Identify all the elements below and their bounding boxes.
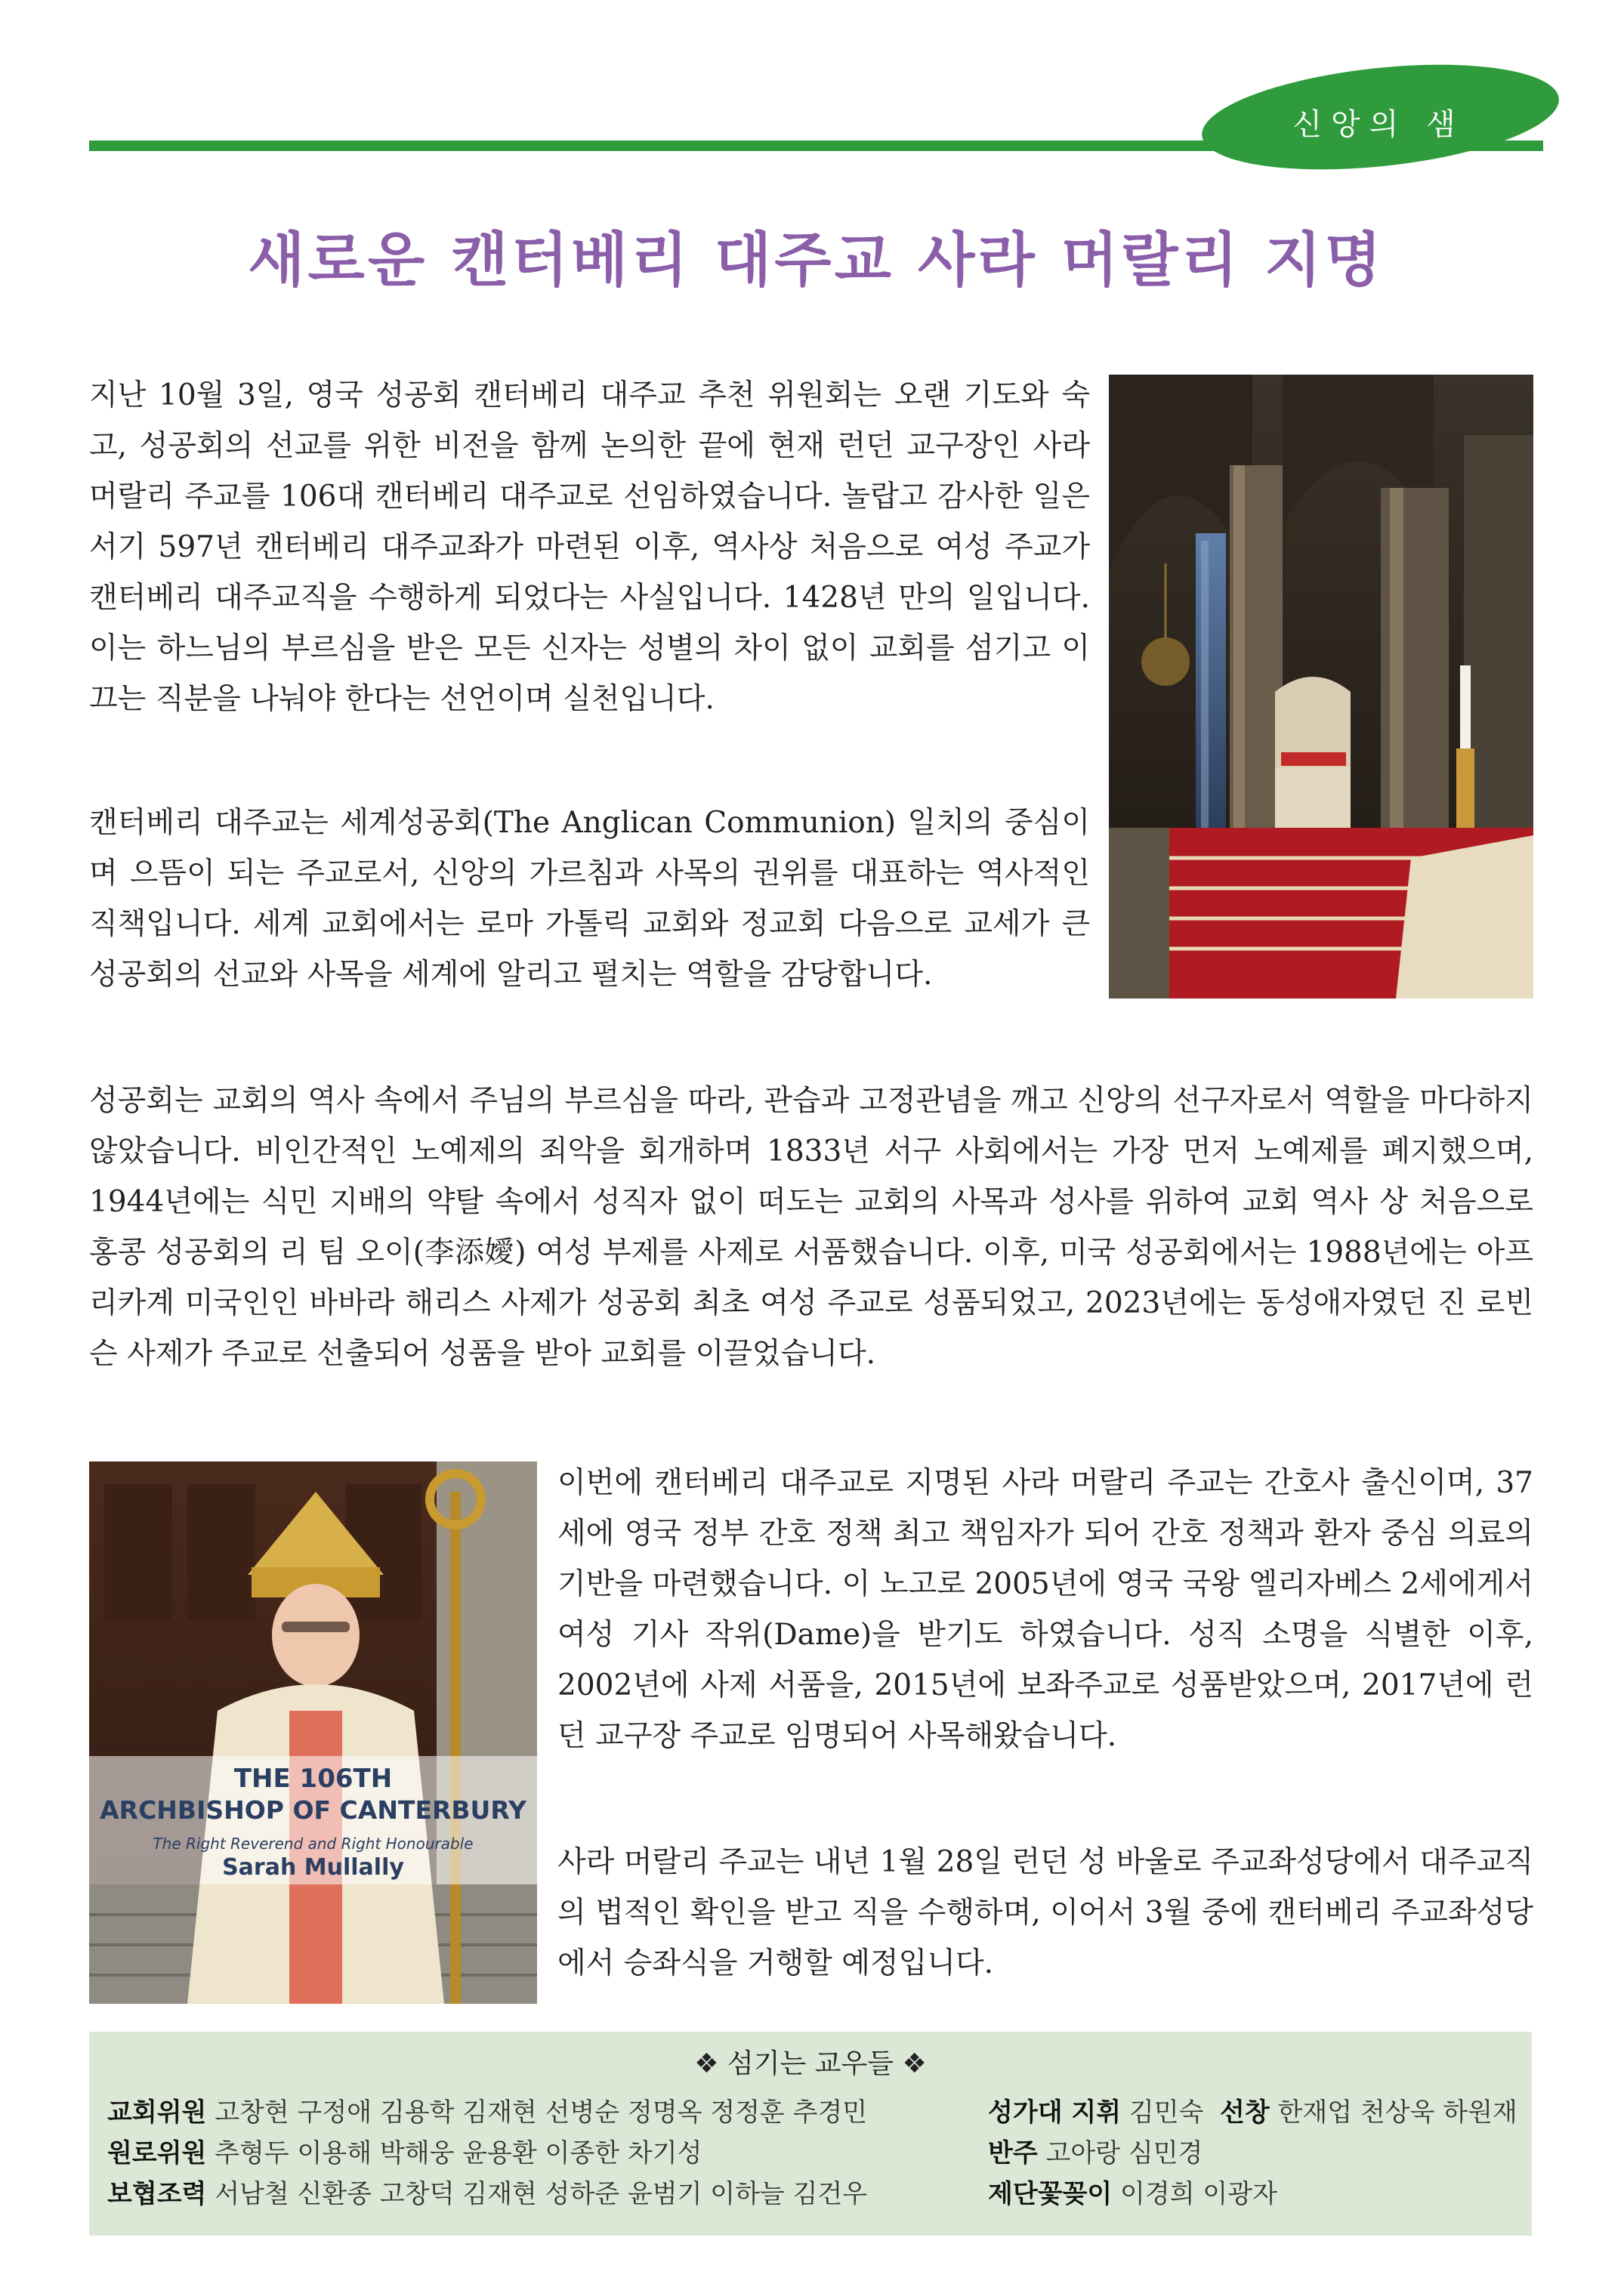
archbishop-photo xyxy=(89,1461,537,2004)
paragraph-2: 캔터베리 대주교는 세계성공회(The Anglican Communion) 일치의 중심이며 으뜸이 되는 주교로서, 신앙의 가르침과 사목의 권위를 대표하는 역사적인 직책입니다. 세계 교회에서는 로마 가톨릭 교회와 정교회 다음으로 교세가 큰 성공회의 선교와 사목을 세계에 알리고 펼치는 역할을 감당합니다. xyxy=(89,806,1090,992)
servers-label: 선창 xyxy=(1220,2097,1270,2128)
section-label: 신앙의 샘 xyxy=(1292,107,1465,142)
cover-line-3: The Right Reverend and Right Honourable xyxy=(153,1835,474,1853)
servers-label: 원로위원 xyxy=(107,2138,207,2168)
servers-row-3 xyxy=(107,2174,867,2215)
servers-label: 교회위원 xyxy=(107,2097,207,2128)
servers-row-1 xyxy=(107,2092,867,2133)
servers-label: 보협조력 xyxy=(107,2179,207,2209)
paragraph-5: 사라 머랄리 주교는 내년 1월 28일 런던 성 바울로 주교좌성당에서 대주교직의 법적인 확인을 받고 직을 수행하며, 이어서 3월 중에 캔터베리 주교좌성당에서 승좌식을 거행할 예정입니다. xyxy=(557,1845,1533,1980)
cover-line-1: THE 106TH xyxy=(233,1764,393,1794)
paragraph-4: 이번에 캔터베리 대주교로 지명된 사라 머랄리 주교는 간호사 출신이며, 37세에 영국 정부 간호 정책 최고 책임자가 되어 간호 정책과 환자 중심 의료의 기반을 마련했습니다. 이 노고로 2005년에 영국 국왕 엘리자베스 2세에게서 여성 기사 작위(Dame)을 받기도 하였습니다. 성직 소명을 식별한 이후, 2002년에 사제 서품을, 2015년에 보좌주교로 성품받았으며, 2017년에 런던 교구장 주교로 임명되어 사목해왔습니다. xyxy=(557,1466,1533,1753)
cover-line-4: Sarah Mullally xyxy=(222,1854,404,1881)
article-title: 새로운 캔터베리 대주교 사라 머랄리 지명 xyxy=(248,227,1385,295)
paragraph-3: 성공회는 교회의 역사 속에서 주님의 부르심을 따라, 관습과 고정관념을 깨고 신앙의 선구자로서 역할을 마다하지 않았습니다. 비인간적인 노예제의 죄악을 회개하며 1833년 서구 사회에서는 가장 먼저 노예제를 폐지했으며, 1944년에는 식민 지배의 약탈 속에서 성직자 없이 떠도는 교회의 사목과 성사를 위하여 교회 역사 상 처음으로 홍콩 성공회의 리 팀 오이(李添嬡) 여성 부제를 사제로 서품했습니다. 이후, 미국 성공회에서는 1988년에는 아프리카계 미국인인 바바라 해리스 사제가 성공회 최초 여성 주교로 성품되었고, 2023년에는 동성애자였던 진 로빈슨 사제가 주교로 선출되어 성품을 받아 교회를 이끌었습니다. xyxy=(89,1084,1533,1371)
servers-names: 한재업 천상욱 하원재 xyxy=(1277,2097,1517,2128)
paragraph-1: 지난 10월 3일, 영국 성공회 캔터베리 대주교 추천 위원회는 오랜 기도와 숙고, 성공회의 선교를 위한 비전을 함께 논의한 끝에 현재 런던 교구장인 사라 머랄리 주교를 106대 캔터베리 대주교로 선임하였습니다. 놀랍고 감사한 일은 서기 597년 캔터베리 대주교좌가 마련된 이후, 역사상 처음으로 여성 주교가 캔터베리 대주교직을 수행하게 되었다는 사실입니다. 1428년 만의 일입니다. 이는 하느님의 부르심을 받은 모든 신자는 성별의 차이 없이 교회를 섬기고 이끄는 직분을 나눠야 한다는 선언이며 실천입니다. xyxy=(89,378,1090,716)
cover-line-2: ARCHBISHOP OF CANTERBURY xyxy=(100,1795,526,1825)
servers-title: ❖ 섬기는 교우들 ❖ xyxy=(694,2048,927,2079)
servers-names: 서남철 신환종 고창덕 김재현 성하준 윤범기 이하늘 김건우 xyxy=(215,2179,868,2209)
cathedral-photo xyxy=(1109,375,1533,998)
servers-label: 반주 xyxy=(988,2138,1038,2168)
servers-label: 성가대 지휘 xyxy=(988,2097,1122,2128)
servers-names: 고아랑 심민경 xyxy=(1045,2138,1203,2168)
servers-names: 김민숙 xyxy=(1128,2097,1204,2128)
servers-names: 고창현 구정애 김용학 김재현 선병순 정명옥 정정훈 추경민 xyxy=(215,2097,868,2128)
servers-row-2 xyxy=(107,2133,702,2174)
servers-names: 이경희 이광자 xyxy=(1120,2179,1277,2209)
servers-label: 제단꽃꽂이 xyxy=(988,2179,1113,2209)
servers-row-4 xyxy=(988,2092,1517,2133)
servers-row-5 xyxy=(988,2133,1203,2174)
servers-row-6 xyxy=(988,2174,1277,2215)
servers-box xyxy=(89,2032,1532,2236)
servers-names: 추형두 이용해 박해웅 윤용환 이종한 차기성 xyxy=(215,2138,702,2168)
